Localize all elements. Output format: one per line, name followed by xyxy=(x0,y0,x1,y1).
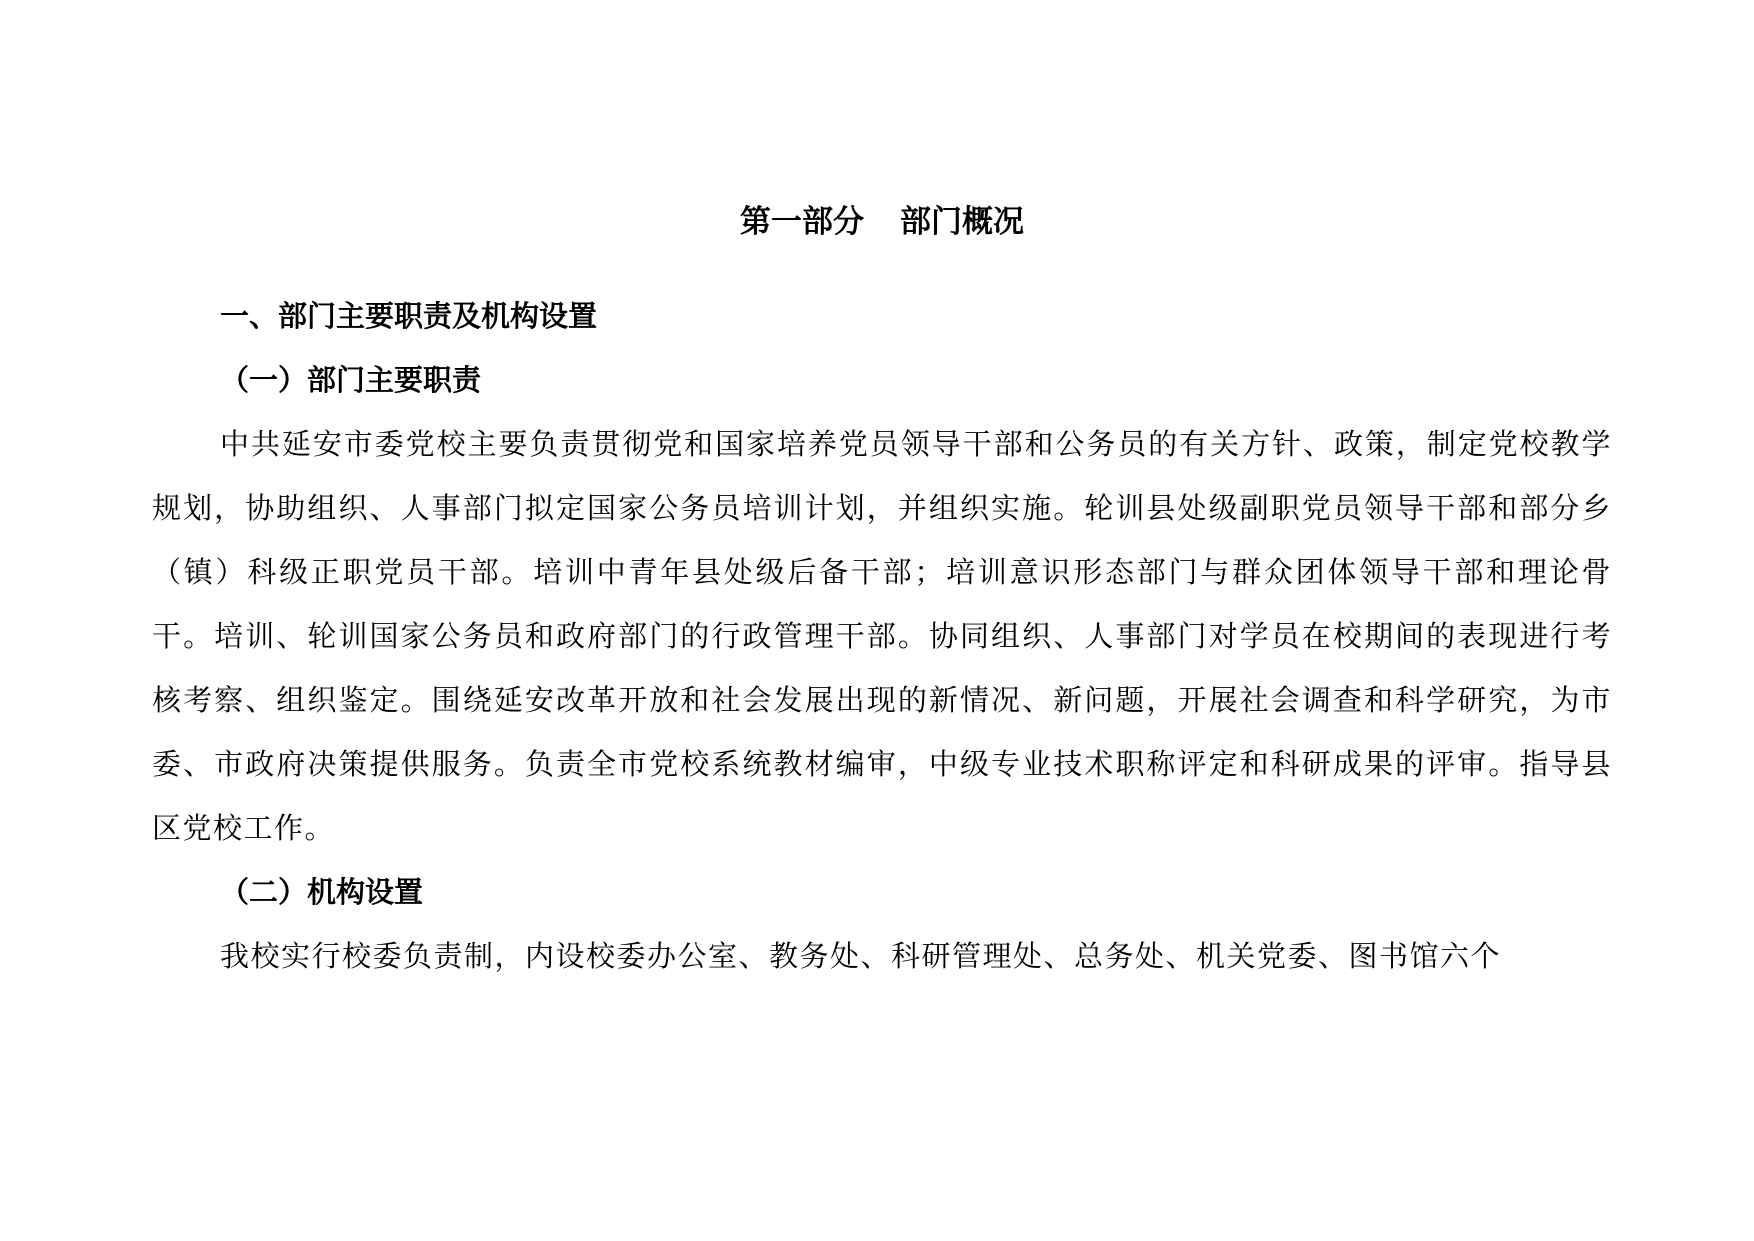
part-title-number: 第一部分 xyxy=(740,204,864,240)
paragraph-main-duties: 中共延安市委党校主要负责贯彻党和国家培养党员领导干部和公务员的有关方针、政策，制定党校教学规划，协助组织、人事部门拟定国家公务员培训计划，并组织实施。轮训县处级副职党员领导干部和部分乡（镇）科级正职党员干部。培训中青年县处级后备干部；培训意识形态部门与群众团体领导干部和理论骨干。培训、轮训国家公务员和政府部门的行政管理干部。协同组织、人事部门对学员在校期间的表现进行考核考察、组织鉴定。围绕延安改革开放和社会发展出现的新情况、新问题，开展社会调查和科学研究，为市委、市政府决策提供服务。负责全市党校系统教材编审，中级专业技术职称评定和科研成果的评审。指导县区党校工作。 xyxy=(152,427,1612,845)
section-heading-responsibilities: 一、部门主要职责及机构设置 xyxy=(220,299,598,333)
paragraph-organization: 我校实行校委负责制，内设校委办公室、教务处、科研管理处、总务处、机关党委、图书馆六个 xyxy=(220,939,1502,973)
document-body xyxy=(152,190,1612,988)
part-title-name: 部门概况 xyxy=(900,204,1024,240)
sub-heading-main-duties: （一）部门主要职责 xyxy=(220,363,482,397)
sub-heading-organization: （二）机构设置 xyxy=(220,875,424,909)
part-title xyxy=(152,190,1612,254)
